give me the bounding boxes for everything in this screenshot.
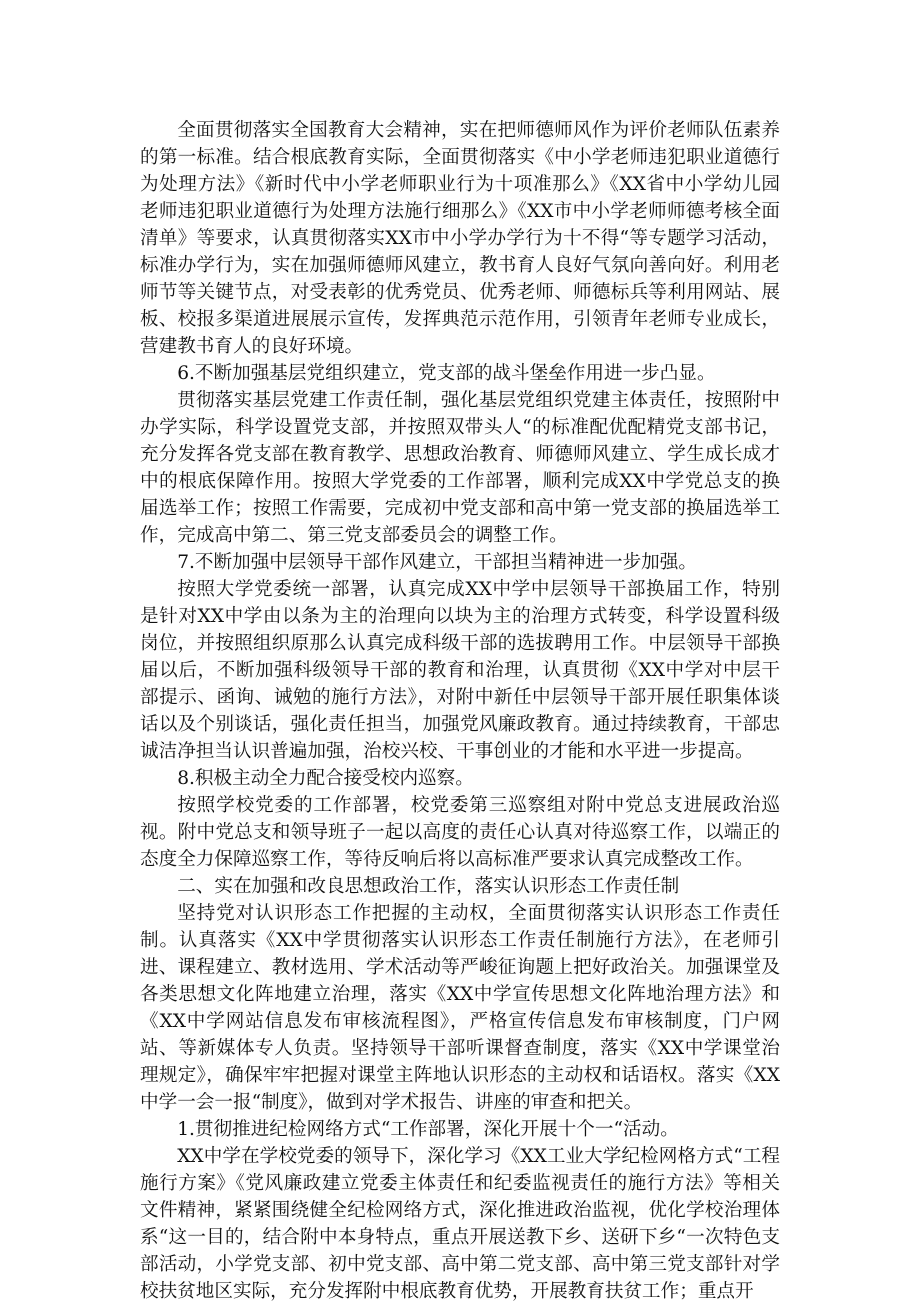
document-body xyxy=(140,117,780,1305)
paragraph-party-organization: 贯彻落实基层党建工作责任制，强化基层党组织党建主体责任，按照附中办学实际，科学设置党支部，并按照双带头人“的标准配优配精党支部书记，充分发挥各党支部在教育教学、思想政治教育、师德师风建立、学生成长成才中的根底保障作用。按照大学党委的工作部署，顺利完成XX中学党总支的换届选举工作；按照工作需要，完成初中党支部和高中第一党支部的换届选举工作，完成高中第二、第三党支部委员会的调整工作。 xyxy=(140,390,780,546)
paragraph-discipline-network: XX中学在学校党委的领导下，深化学习《XX工业大学纪检网格方式“工程施行方案》《党风廉政建立党委主体责任和纪委监视责任的施行方法》等相关文件精神，紧紧围绕健全纪检网络方式，深化推进政治监视，优化学校治理体系“这一目的，结合附中本身特点，重点开展送教下乡、送研下乡“一次特色支部活动，小学党支部、初中党支部、高中第二党支部、高中第三党支部针对学校扶贫地区实际，充分发挥附中根底教育优势，开展教育扶贫工作；重点开 xyxy=(140,1146,780,1302)
paragraph-middle-cadres: 按照大学党委统一部署，认真完成XX中学中层领导干部换届工作，特别是针对XX中学由以条为主的治理向以块为主的治理方式转变，科学设置科级岗位，并按照组织原那么认真完成科级干部的选拔聘用工作。中层领导干部换届以后，不断加强科级领导干部的教育和治理，认真贯彻《XX中学对中层干部提示、函询、诫勉的施行方法》，对附中新任中层领导干部开展任职集体谈话以及个别谈话，强化责任担当，加强党风廉政教育。通过持续教育，干部忠诚洁净担当认识普遍加强，治校兴校、干事创业的才能和水平进一步提高。 xyxy=(140,579,780,762)
heading-discipline-network: 1.贯彻推进纪检网络方式“工作部署，深化开展十个一“活动。 xyxy=(177,1119,679,1140)
heading-party-organization: 6.不断加强基层党组织建立，党支部的战斗堡垒作用进一步凸显。 xyxy=(177,363,716,384)
heading-inspection: 8.积极主动全力配合接受校内巡察。 xyxy=(177,768,474,789)
paragraph-teacher-ethics: 全面贯彻落实全国教育大会精神，实在把师德师风作为评价老师队伍素养的第一标准。结合根底教育实际，全面贯彻落实《中小学老师违犯职业道德行为处理方法》《新时代中小学老师职业行为十项准那么》《XX省中小学幼儿园老师违犯职业道德行为处理方法施行细那么》《XX市中小学老师师德考核全面清单》等要求，认真贯彻落实XX市中小学办学行为十不得“等专题学习活动，标准办学行为，实在加强师德师风建立，教书育人良好气氛向善向好。利用老师节等关键节点，对受表彰的优秀党员、优秀老师、师德标兵等利用网站、展板、校报多渠道进展展示宣传，发挥典范示范作用，引领青年老师专业成长，营建教书育人的良好环境。 xyxy=(140,120,780,357)
paragraph-inspection: 按照学校党委的工作部署，校党委第三巡察组对附中党总支进展政治巡视。附中党总支和领导班子一起以高度的责任心认真对待巡察工作，以端正的态度全力保障巡察工作，等待反响后将以高标准严要求认真完成整改工作。 xyxy=(140,795,780,870)
heading-middle-cadres: 7.不断加强中层领导干部作风建立，干部担当精神进一步加强。 xyxy=(177,552,697,573)
heading-ideological-work: 二、实在加强和改良思想政治工作，落实认识形态工作责任制 xyxy=(177,876,680,897)
paragraph-ideological-work: 坚持党对认识形态工作把握的主动权，全面贯彻落实认识形态工作责任制。认真落实《XX中学贯彻落实认识形态工作责任制施行方法》，在老师引进、课程建立、教材选用、学术活动等严峻征询题上把好政治关。加强课堂及各类思想文化阵地建立治理，落实《XX中学宣传思想文化阵地治理方法》和《XX中学网站信息发布审核流程图》，严格宣传信息发布审核制度，门户网站、等新媒体专人负责。坚持领导干部听课督查制度，落实《XX中学课堂治理规定》，确保牢牢把握对课堂主阵地认识形态的主动权和话语权。落实《XX中学一会一报“制度》，做到对学术报告、讲座的审查和把关。 xyxy=(140,903,780,1113)
